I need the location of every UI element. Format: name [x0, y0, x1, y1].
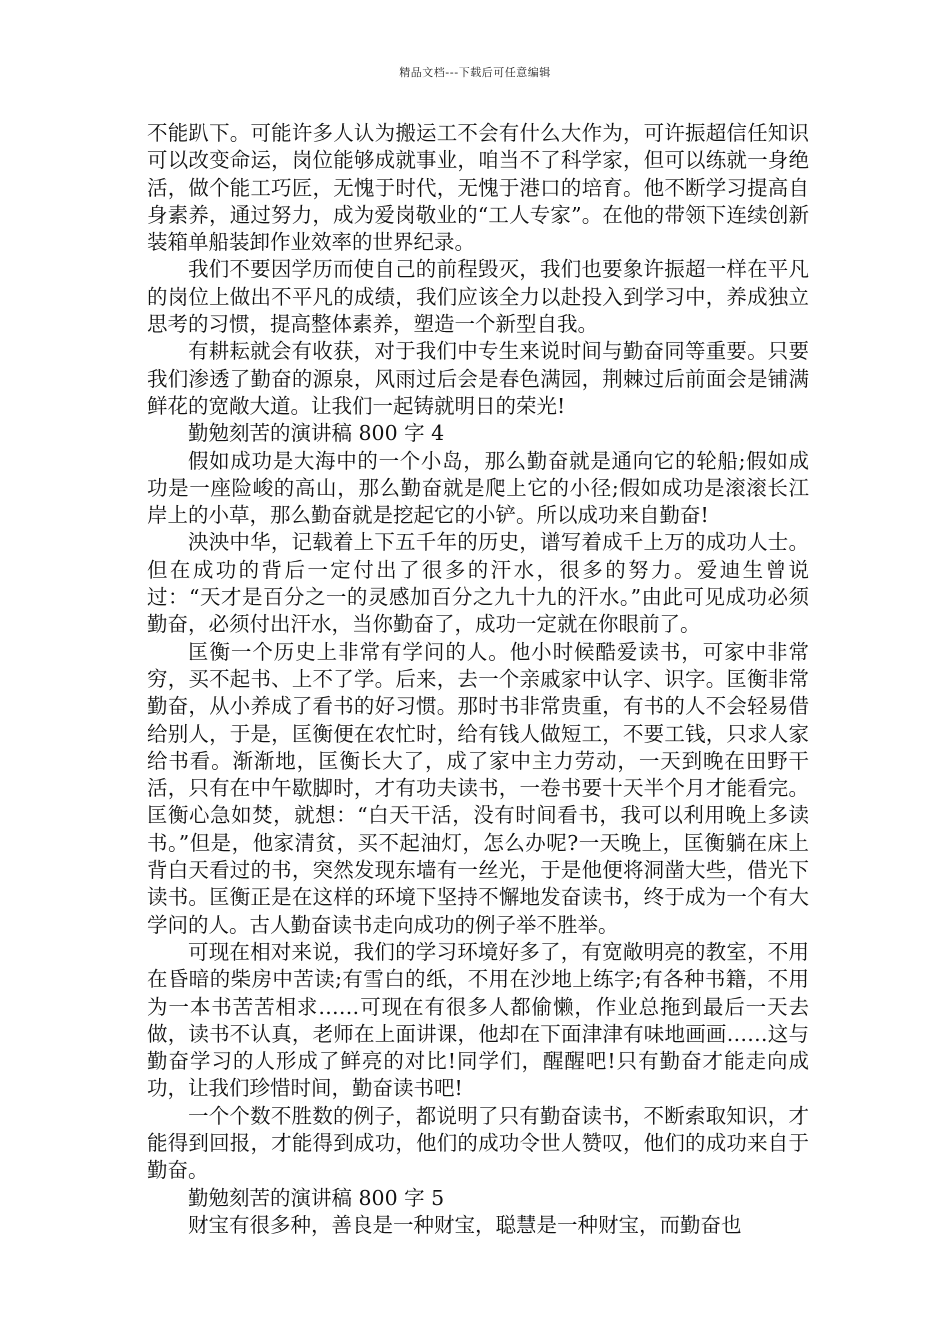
section-heading: 勤勉刻苦的演讲稿 800 字 4 [188, 421, 445, 446]
paragraph: 泱泱中华，记载着上下五千年的历史，谱写着成千上万的成功人士。但在成功的背后一定付出了很多的汗水，很多的努力。爱迪生曾说过：“天才是百分之一的灵感加百分之九十九的汗水。”由此可见成功必须勤奋，必须付出汗水，当你勤奋了，成功一定就在你眼前了。 [147, 530, 809, 637]
section-heading: 勤勉刻苦的演讲稿 800 字 5 [188, 1185, 445, 1210]
paragraph: 可现在相对来说，我们的学习环境好多了，有宽敞明亮的教室，不用在昏暗的柴房中苦读;有雪白的纸，不用在沙地上练字;有各种书籍，不用为一本书苦苦相求……可现在有很多人都偷懒，作业总拖到最后一天去做，读书不认真，老师在上面讲课，他却在下面津津有味地画画……这与勤奋学习的人形成了鲜亮的对比!同学们，醒醒吧!只有勤奋才能走向成功，让我们珍惜时间，勤奋读书吧! [147, 939, 809, 1101]
paragraph: 假如成功是大海中的一个小岛，那么勤奋就是通向它的轮船;假如成功是一座险峻的高山，那么勤奋就是爬上它的小径;假如成功是滚滚长江岸上的小草，那么勤奋就是挖起它的小铲。所以成功来自勤奋! [147, 448, 809, 528]
paragraph: 我们不要因学历而使自己的前程毁灭，我们也要象许振超一样在平凡的岗位上做出不平凡的成绩，我们应该全力以赴投入到学习中，养成独立思考的习惯，提高整体素养，塑造一个新型自我。 [147, 257, 809, 337]
page-header: 精品文档---下载后可任意编辑 [399, 66, 551, 79]
document-body [147, 120, 809, 1239]
paragraph: 有耕耘就会有收获，对于我们中专生来说时间与勤奋同等重要。只要我们渗透了勤奋的源泉，风雨过后会是春色满园，荆棘过后前面会是铺满鲜花的宽敞大道。让我们一起铸就明日的荣光! [147, 339, 809, 418]
paragraph: 不能趴下。可能许多人认为搬运工不会有什么大作为，可许振超信任知识可以改变命运，岗位能够成就事业，咱当不了科学家，但可以练就一身绝活，做个能工巧匠，无愧于时代，无愧于港口的培育。他不断学习提高自身素养，通过努力，成为爱岗敬业的“工人专家”。在他的带领下连续创新装箱单船装卸作业效率的世界纪录。 [147, 121, 809, 255]
paragraph: 一个个数不胜数的例子，都说明了只有勤奋读书，不断索取知识，才能得到回报，才能得到成功，他们的成功令世人赞叹，他们的成功来自于勤奋。 [147, 1103, 809, 1183]
paragraph: 财宝有很多种，善良是一种财宝，聪慧是一种财宝，而勤奋也 [188, 1212, 742, 1237]
paragraph: 匡衡一个历史上非常有学问的人。他小时候酷爱读书，可家中非常穷，买不起书、上不了学。后来，去一个亲戚家中认字、识字。匡衡非常勤奋，从小养成了看书的好习惯。那时书非常贵重，有书的人不会轻易借给别人，于是，匡衡便在农忙时，给有钱人做短工，不要工钱，只求人家给书看。渐渐地，匡衡长大了，成了家中主力劳动，一天到晚在田野干活，只有在中午歇脚时，才有功夫读书，一卷书要十天半个月才能看完。匡衡心急如焚，就想：“白天干活，没有时间看书，我可以利用晚上多读书。”但是，他家清贫，买不起油灯，怎么办呢?一天晚上，匡衡躺在床上背白天看过的书，突然发现东墙有一丝光，于是他便将洞凿大些，借光下读书。匡衡正是在这样的环境下坚持不懈地发奋读书，终于成为一个有大学问的人。古人勤奋读书走向成功的例子举不胜举。 [147, 639, 809, 937]
